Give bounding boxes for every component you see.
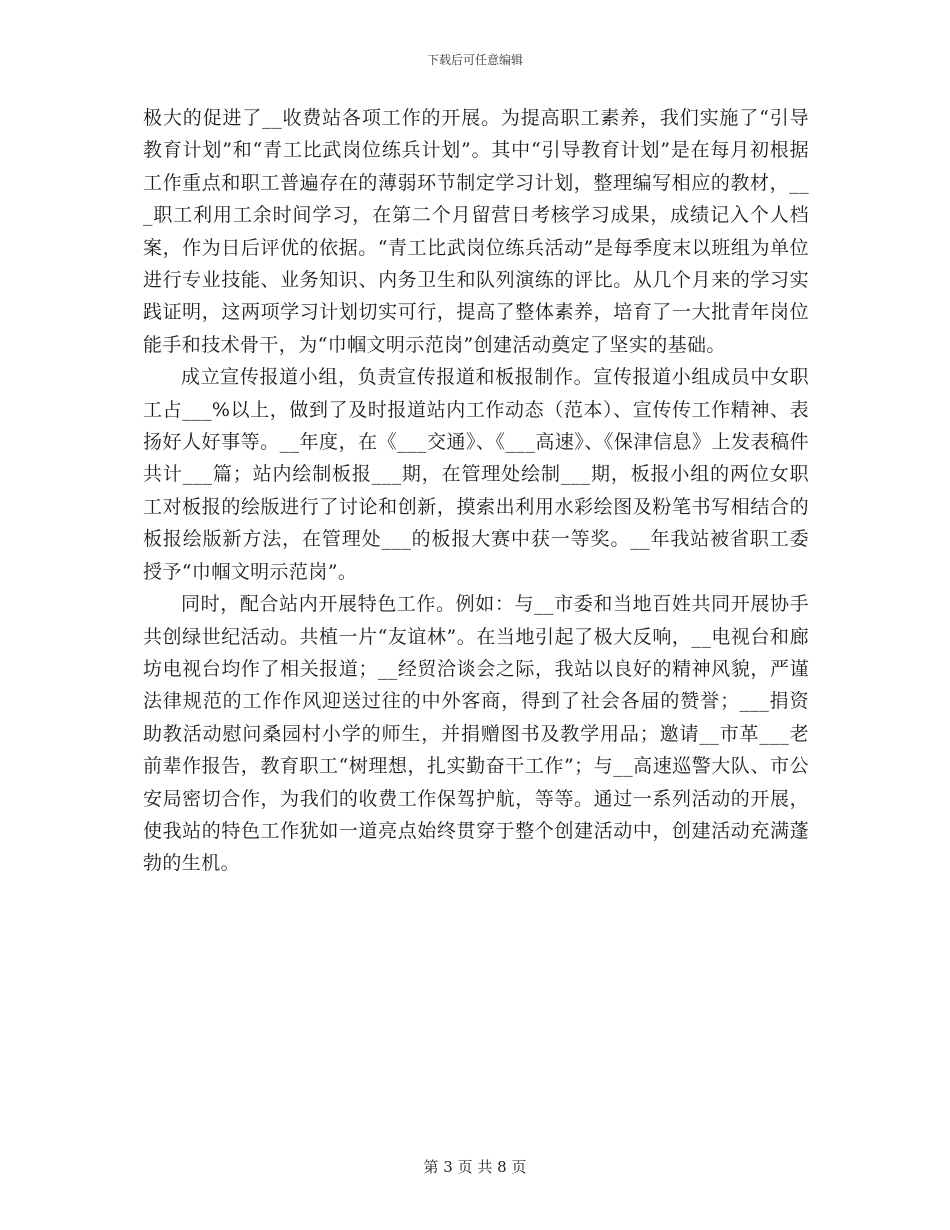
document-body: [143, 102, 809, 880]
paragraph-2: 成立宣传报道小组，负责宣传报道和板报制作。宣传报道小组成员中女职工占___%以上，做到了及时报道站内工作动态（范本）、宣传传工作精神、表扬好人好事等。__年度，在《___交通》、《___高速》、《保津信息》上发表稿件共计___篇；站内绘制板报___期，在管理处绘制___期，板报小组的两位女职工对板报的绘版进行了讨论和创新，摸索出利用水彩绘图及粉笔书写相结合的板报绘版新方法，在管理处___的板报大赛中获一等奖。__年我站被省职工委授予“巾帼文明示范岗”。: [143, 366, 809, 583]
paragraph-1: 极大的促进了__收费站各项工作的开展。为提高职工素养，我们实施了“引导教育计划”和“青工比武岗位练兵计划”。其中“引导教育计划”是在每月初根据工作重点和职工普遍存在的薄弱环节制定学习计划，整理编写相应的教材，___职工利用工余时间学习，在第二个月留营日考核学习成果，成绩记入个人档案，作为日后评优的依据。“青工比武岗位练兵活动”是每季度末以班组为单位进行专业技能、业务知识、内务卫生和队列演练的评比。从几个月来的学习实践证明，这两项学习计划切实可行，提高了整体素养，培育了一大批青年岗位能手和技术骨干，为“巾帼文明示范岗”创建活动奠定了坚实的基础。: [143, 107, 809, 356]
page-header: 下载后可任意编辑: [426, 53, 523, 67]
paragraph-3: 同时，配合站内开展特色工作。例如：与__市委和当地百姓共同开展协手共创绿世纪活动。共植一片“友谊林”。在当地引起了极大反响，__电视台和廊坊电视台均作了相关报道；__经贸洽谈会之际，我站以良好的精神风貌，严谨法律规范的工作作风迎送过往的中外客商，得到了社会各届的赞誉；___捐资助教活动慰问桑园村小学的师生，并捐赠图书及教学用品；邀请__市革___老前辈作报告，教育职工“树理想，扎实勤奋干工作”；与__高速巡警大队、市公安局密切合作，为我们的收费工作保驾护航，等等。通过一系列活动的开展，使我站的特色工作犹如一道亮点始终贯穿于整个创建活动中，创建活动充满蓬勃的生机。: [143, 593, 809, 875]
page-footer: 第 3 页 共 8 页: [423, 1158, 527, 1176]
